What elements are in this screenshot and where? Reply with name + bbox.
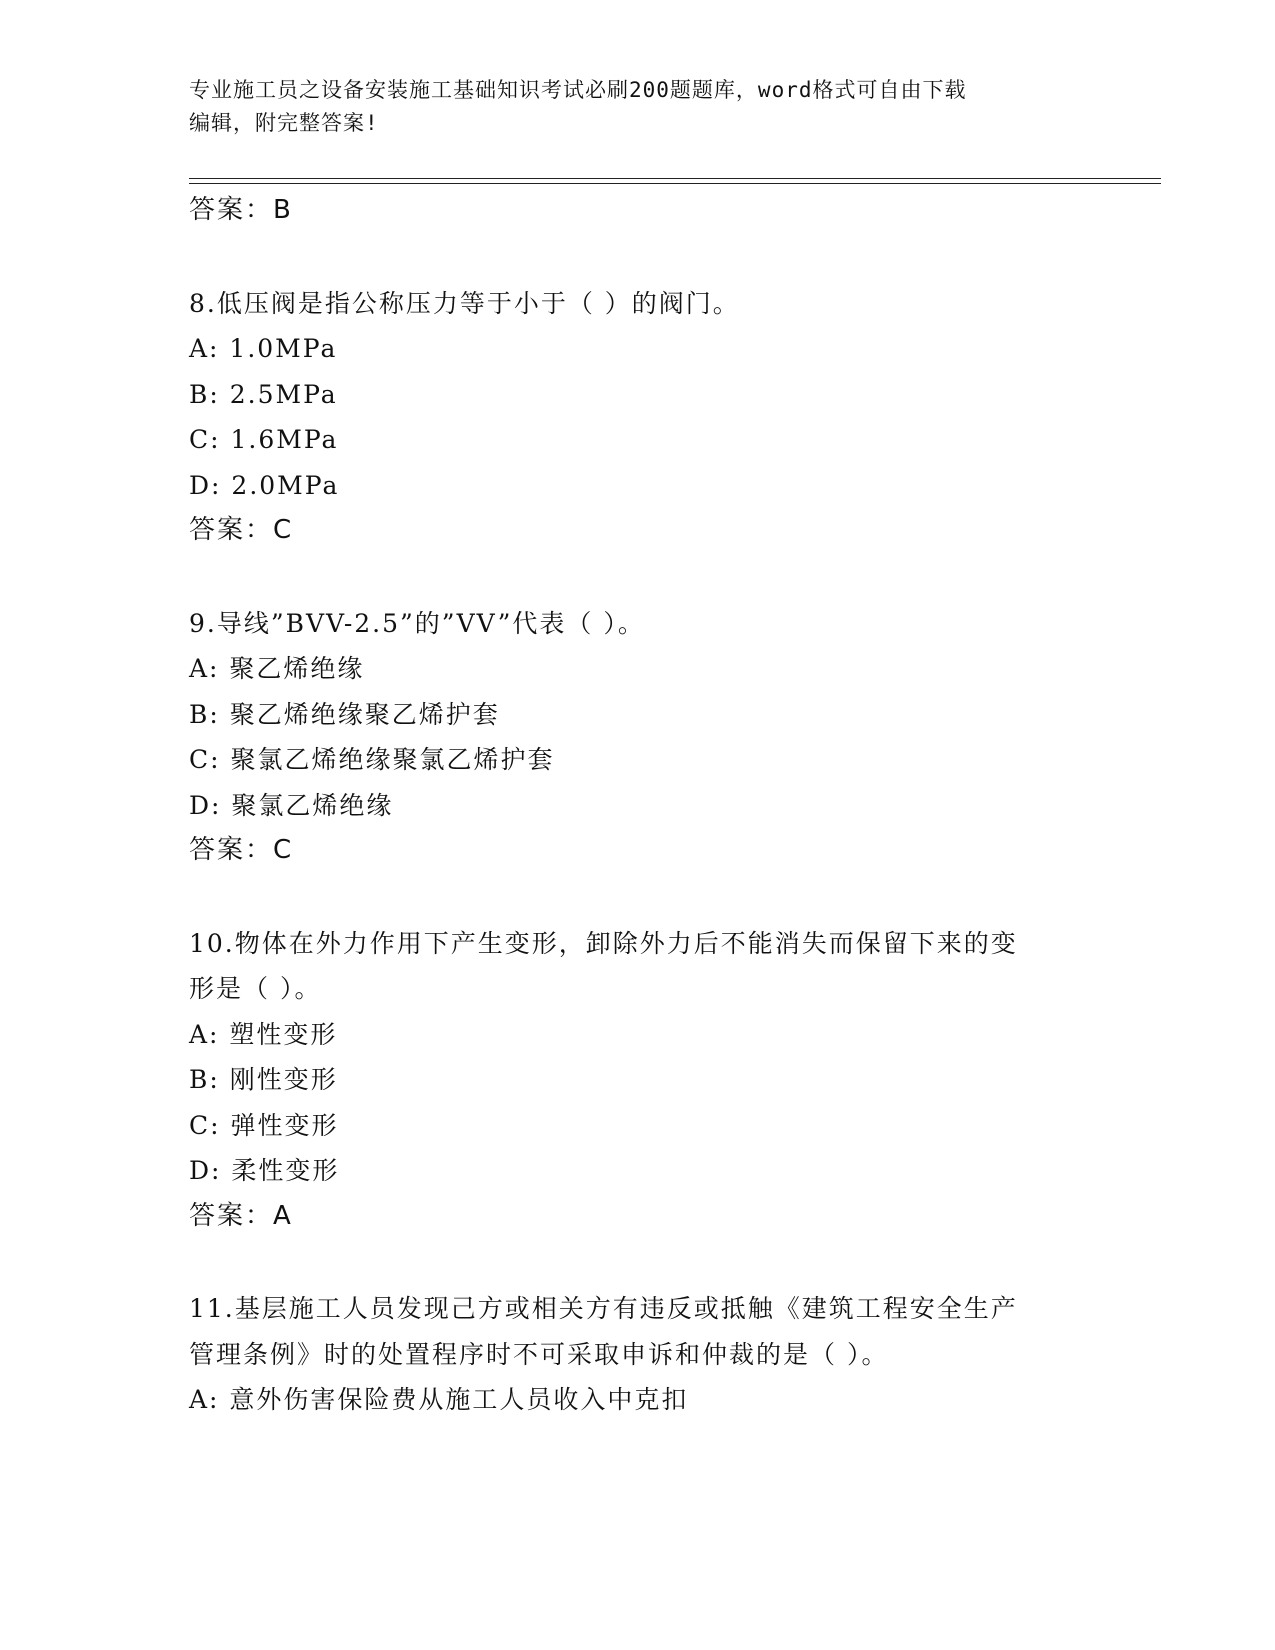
spacer (189, 234, 1089, 281)
option-d: D: 聚氯乙烯绝缘 (189, 790, 394, 820)
option-b: B: 2.5MPa (189, 379, 338, 409)
option-a: A: 塑性变形 (189, 1019, 338, 1049)
option-c: C: 1.6MPa (189, 425, 339, 454)
question-stem-line-2: 管理条例》时的处置程序时不可采取申诉和仲裁的是（ ）。 (189, 1339, 889, 1369)
question-stem-line-1: 10.物体在外力作用下产生变形，卸除外力后不能消失而保留下来的变 (189, 928, 1018, 958)
header-title-line-2: 编辑，附完整答案! (189, 111, 379, 135)
question-block (189, 921, 1089, 1240)
question-block (189, 281, 1089, 554)
header-divider-bottom (189, 183, 1161, 184)
option-c: C: 聚氯乙烯绝缘聚氯乙烯护套 (189, 745, 555, 774)
question-stem-line-1: 11.基层施工人员发现己方或相关方有违反或抵触《建筑工程安全生产 (189, 1294, 1018, 1323)
option-b: B: 刚性变形 (189, 1065, 338, 1094)
option-a: A: 意外伤害保险费从施工人员收入中克扣 (189, 1385, 689, 1414)
question-block (189, 601, 1089, 874)
question-stem-line-2: 形是（ ）。 (189, 974, 322, 1003)
answer-line: 答案：B (189, 195, 293, 225)
header-divider-top (189, 178, 1161, 179)
option-c: C: 弹性变形 (189, 1110, 339, 1140)
option-a: A: 1.0MPa (189, 334, 338, 363)
document-header (189, 74, 1069, 140)
spacer (189, 874, 1089, 921)
question-stem: 8.低压阀是指公称压力等于小于（ ）的阀门。 (189, 288, 740, 318)
option-a: A: 聚乙烯绝缘 (189, 654, 365, 683)
answer-line: 答案：C (189, 835, 294, 865)
spacer (189, 554, 1089, 601)
answer-line: 答案：C (189, 515, 294, 545)
header-title-line-1: 专业施工员之设备安装施工基础知识考试必刷200题题库，word格式可自由下载 (189, 78, 967, 102)
question-stem: 9.导线”BVV-2.5”的”VV”代表（ ）。 (189, 608, 645, 638)
option-d: D: 2.0MPa (189, 470, 340, 500)
option-b: B: 聚乙烯绝缘聚乙烯护套 (189, 699, 500, 729)
spacer (189, 1239, 1089, 1286)
document-body (189, 188, 1089, 1423)
option-d: D: 柔性变形 (189, 1156, 340, 1185)
question-block (189, 1286, 1089, 1423)
answer-line: 答案：A (189, 1200, 293, 1231)
